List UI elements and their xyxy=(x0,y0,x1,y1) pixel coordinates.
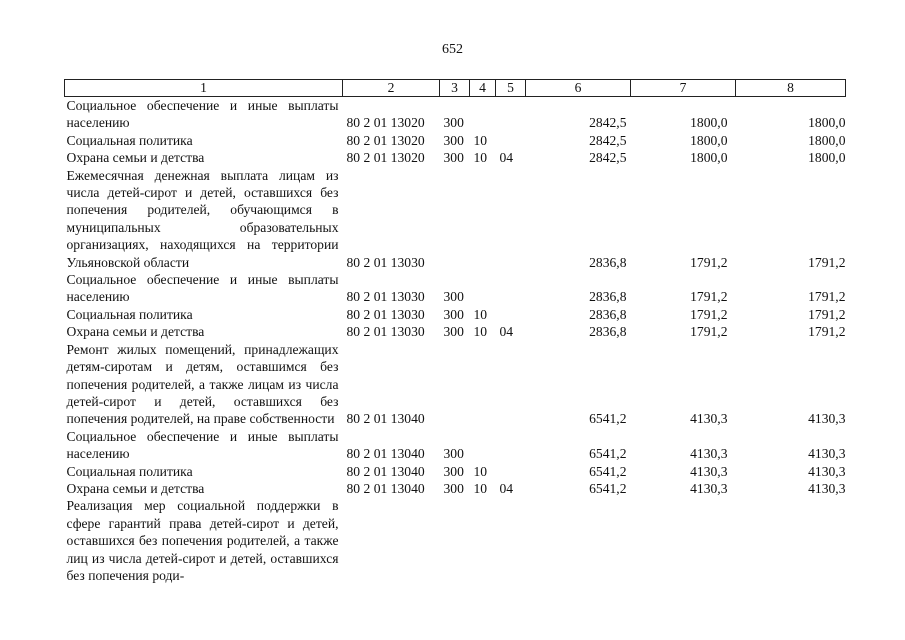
row-value-col8 xyxy=(736,497,846,584)
row-subsection xyxy=(496,463,526,480)
row-subsection xyxy=(496,341,526,428)
row-value-col6: 2842,5 xyxy=(589,132,627,148)
row-target-code: 80 2 01 13020 xyxy=(346,150,425,166)
row-value-col6: 6541,2 xyxy=(589,411,627,427)
row-value-col8: 1791,2 xyxy=(808,306,846,322)
row-value-col8: 4130,3 xyxy=(808,411,846,427)
row-section: 10 xyxy=(473,306,488,322)
row-value-col7: 1791,2 xyxy=(690,254,728,270)
row-section xyxy=(470,97,496,132)
row-section xyxy=(470,497,496,584)
row-value-col6: 6541,2 xyxy=(589,446,627,462)
row-value-col6: 2842,5 xyxy=(589,150,627,166)
row-value-col6: 2836,8 xyxy=(589,289,627,305)
row-description: Охрана семьи и детства xyxy=(66,150,205,166)
row-section: 10 xyxy=(473,150,488,166)
row-value-col8: 1800,0 xyxy=(808,150,846,166)
row-subsection: 04 xyxy=(499,324,514,340)
row-value-col7: 1800,0 xyxy=(690,150,728,166)
page-number: 652 xyxy=(442,42,463,57)
column-header-7: 7 xyxy=(631,80,736,97)
row-expense-type: 300 xyxy=(443,446,464,462)
row-value-col6: 2836,8 xyxy=(589,254,627,270)
row-value-col6 xyxy=(526,497,631,584)
row-value-col8: 1800,0 xyxy=(808,132,846,148)
budget-table xyxy=(64,79,845,584)
row-description: Ежемесячная денежная выплата лицам из числа детей-сирот и детей, оставшихся без попечения родителей, обучающимся в муниципальных образовательных организациях, находящихся на территории Ульяновской области xyxy=(66,167,339,270)
row-expense-type: 300 xyxy=(443,289,464,305)
row-target-code: 80 2 01 13030 xyxy=(346,306,425,322)
table-row xyxy=(65,132,846,149)
table-row xyxy=(65,271,846,306)
row-expense-type: 300 xyxy=(443,324,464,340)
row-value-col6: 2842,5 xyxy=(589,115,627,131)
row-description: Социальная политика xyxy=(66,132,193,148)
row-section: 10 xyxy=(473,463,488,479)
row-description: Ремонт жилых помещений, принадлежащих детям-сиротам и детям, оставшимся без попечения родителей, а также лицам из числа детей-сирот и детей, оставшихся без попечения родителей, на праве собственности xyxy=(66,341,339,427)
column-header-8: 8 xyxy=(736,80,846,97)
row-value-col7 xyxy=(631,497,736,584)
row-subsection xyxy=(496,132,526,149)
row-expense-type: 300 xyxy=(443,463,464,479)
row-expense-type: 300 xyxy=(443,115,464,131)
row-description: Охрана семьи и детства xyxy=(66,324,205,340)
row-value-col7: 4130,3 xyxy=(690,480,728,496)
row-value-col8: 4130,3 xyxy=(808,480,846,496)
row-description: Социальная политика xyxy=(66,306,193,322)
row-value-col7: 1791,2 xyxy=(690,289,728,305)
row-expense-type: 300 xyxy=(443,306,464,322)
row-subsection xyxy=(496,271,526,306)
row-value-col7: 1791,2 xyxy=(690,306,728,322)
row-value-col7: 4130,3 xyxy=(690,446,728,462)
row-target-code xyxy=(343,497,440,584)
row-subsection xyxy=(496,497,526,584)
table-row xyxy=(65,167,846,271)
row-description: Реализация мер социальной поддержки в сфере гарантий права детей-сирот и детей, оставшихся без попечения родителей, а также лиц из числа детей-сирот и детей, оставшихся без попечения роди- xyxy=(66,498,339,583)
row-value-col7: 4130,3 xyxy=(690,463,728,479)
row-target-code: 80 2 01 13030 xyxy=(346,289,425,305)
column-header-1: 1 xyxy=(65,80,343,97)
row-section xyxy=(470,428,496,463)
row-expense-type xyxy=(440,341,470,428)
row-subsection xyxy=(496,306,526,323)
table-row xyxy=(65,480,846,497)
row-value-col6: 2836,8 xyxy=(589,324,627,340)
row-target-code: 80 2 01 13030 xyxy=(346,254,425,270)
table-header-row xyxy=(65,80,846,97)
row-target-code: 80 2 01 13020 xyxy=(346,115,425,131)
row-subsection xyxy=(496,428,526,463)
row-section xyxy=(470,167,496,271)
table-row xyxy=(65,97,846,132)
row-expense-type xyxy=(440,497,470,584)
row-target-code: 80 2 01 13020 xyxy=(346,132,425,148)
row-target-code: 80 2 01 13030 xyxy=(346,324,425,340)
row-value-col7: 1791,2 xyxy=(690,324,728,340)
column-header-5: 5 xyxy=(496,80,526,97)
row-target-code: 80 2 01 13040 xyxy=(346,480,425,496)
table-row xyxy=(65,306,846,323)
row-subsection: 04 xyxy=(499,480,514,496)
table-row xyxy=(65,428,846,463)
budget-table-grid xyxy=(64,79,846,584)
row-value-col7: 1800,0 xyxy=(690,115,728,131)
table-row xyxy=(65,149,846,166)
table-row xyxy=(65,463,846,480)
row-value-col8: 1791,2 xyxy=(808,254,846,270)
table-row xyxy=(65,341,846,428)
row-value-col8: 1791,2 xyxy=(808,324,846,340)
row-section: 10 xyxy=(473,324,488,340)
row-value-col8: 1800,0 xyxy=(808,115,846,131)
row-expense-type: 300 xyxy=(443,132,464,148)
row-section xyxy=(470,341,496,428)
row-value-col7: 4130,3 xyxy=(690,411,728,427)
row-target-code: 80 2 01 13040 xyxy=(346,446,425,462)
table-row xyxy=(65,497,846,584)
row-description: Социальное обеспечение и иные выплаты населению xyxy=(66,272,339,305)
row-subsection xyxy=(496,97,526,132)
row-expense-type: 300 xyxy=(443,480,464,496)
column-header-6: 6 xyxy=(526,80,631,97)
row-value-col8: 1791,2 xyxy=(808,289,846,305)
row-description: Социальная политика xyxy=(66,463,193,479)
row-target-code: 80 2 01 13040 xyxy=(346,411,425,427)
row-section: 10 xyxy=(473,480,488,496)
row-value-col7: 1800,0 xyxy=(690,132,728,148)
column-header-4: 4 xyxy=(470,80,496,97)
row-value-col6: 6541,2 xyxy=(589,480,627,496)
row-value-col6: 6541,2 xyxy=(589,463,627,479)
table-body xyxy=(65,97,846,585)
row-section: 10 xyxy=(473,132,488,148)
column-header-2: 2 xyxy=(343,80,440,97)
row-description: Социальное обеспечение и иные выплаты населению xyxy=(66,428,339,462)
row-expense-type xyxy=(440,167,470,271)
row-value-col6: 2836,8 xyxy=(589,306,627,322)
table-row xyxy=(65,323,846,340)
row-value-col8: 4130,3 xyxy=(808,463,846,479)
column-header-3: 3 xyxy=(440,80,470,97)
row-subsection: 04 xyxy=(499,150,514,166)
row-subsection xyxy=(496,167,526,271)
row-description: Охрана семьи и детства xyxy=(66,480,205,496)
row-expense-type: 300 xyxy=(443,150,464,166)
row-value-col8: 4130,3 xyxy=(808,446,846,462)
row-target-code: 80 2 01 13040 xyxy=(346,463,425,479)
row-description: Социальное обеспечение и иные выплаты населению xyxy=(66,98,339,131)
row-section xyxy=(470,271,496,306)
